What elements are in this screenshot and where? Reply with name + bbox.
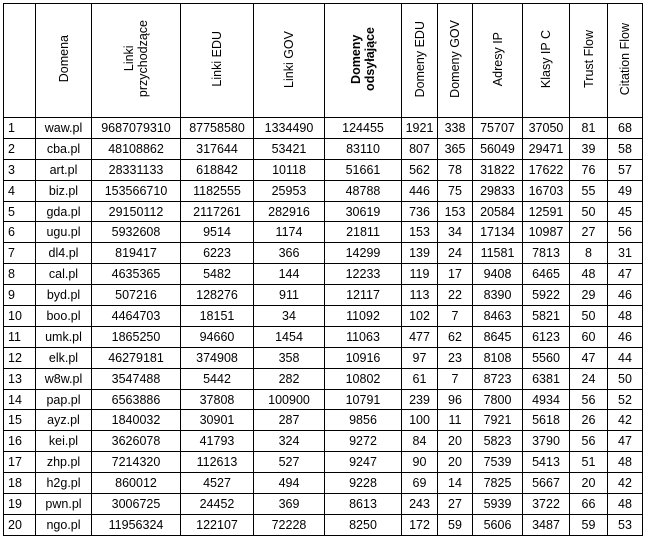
header-cell-trust-flow: Trust Flow	[570, 4, 608, 118]
cell-adresy-ip: 5939	[473, 494, 523, 515]
cell-domeny-gov: 7	[438, 306, 473, 327]
cell-domeny-gov: 11	[438, 410, 473, 431]
cell-citation-flow: 48	[608, 452, 643, 473]
cell-linki-przychodzace: 4464703	[92, 306, 181, 327]
cell-domeny-odsylajace: 11063	[325, 326, 402, 347]
cell-trust-flow: 50	[570, 201, 608, 222]
cell-klasy-ip-c: 5413	[523, 452, 570, 473]
table-row	[4, 389, 643, 410]
cell-domeny-edu: 100	[402, 410, 438, 431]
cell-domeny-odsylajace: 10802	[325, 368, 402, 389]
cell-index: 17	[4, 452, 36, 473]
cell-linki-gov: 1454	[254, 326, 325, 347]
cell-klasy-ip-c: 10987	[523, 222, 570, 243]
cell-domeny-odsylajace: 9247	[325, 452, 402, 473]
cell-domeny-edu: 477	[402, 326, 438, 347]
table-row	[4, 431, 643, 452]
cell-klasy-ip-c: 5560	[523, 347, 570, 368]
cell-domeny-edu: 139	[402, 243, 438, 264]
table-row	[4, 410, 643, 431]
cell-domena: gda.pl	[36, 201, 92, 222]
cell-domena: art.pl	[36, 159, 92, 180]
cell-adresy-ip: 8108	[473, 347, 523, 368]
cell-index: 1	[4, 118, 36, 139]
cell-index: 7	[4, 243, 36, 264]
cell-linki-przychodzace: 3626078	[92, 431, 181, 452]
cell-domena: boo.pl	[36, 306, 92, 327]
cell-adresy-ip: 7800	[473, 389, 523, 410]
cell-trust-flow: 20	[570, 473, 608, 494]
cell-linki-edu: 122107	[181, 514, 254, 535]
cell-trust-flow: 26	[570, 410, 608, 431]
cell-linki-edu: 87758580	[181, 118, 254, 139]
header-cell-citation-flow: Citation Flow	[608, 4, 643, 118]
cell-linki-edu: 618842	[181, 159, 254, 180]
table-row	[4, 201, 643, 222]
cell-domena: cba.pl	[36, 138, 92, 159]
cell-domeny-odsylajace: 124455	[325, 118, 402, 139]
cell-domena: elk.pl	[36, 347, 92, 368]
cell-linki-edu: 4527	[181, 473, 254, 494]
cell-linki-gov: 10118	[254, 159, 325, 180]
cell-citation-flow: 68	[608, 118, 643, 139]
cell-linki-edu: 94660	[181, 326, 254, 347]
cell-klasy-ip-c: 29471	[523, 138, 570, 159]
cell-domeny-edu: 61	[402, 368, 438, 389]
cell-citation-flow: 42	[608, 410, 643, 431]
cell-linki-edu: 128276	[181, 285, 254, 306]
cell-index: 2	[4, 138, 36, 159]
cell-domeny-edu: 446	[402, 180, 438, 201]
table-row	[4, 473, 643, 494]
cell-klasy-ip-c: 3722	[523, 494, 570, 515]
cell-linki-edu: 6223	[181, 243, 254, 264]
cell-domena: cal.pl	[36, 264, 92, 285]
cell-domeny-edu: 239	[402, 389, 438, 410]
cell-linki-przychodzace: 6563886	[92, 389, 181, 410]
cell-trust-flow: 56	[570, 431, 608, 452]
cell-trust-flow: 60	[570, 326, 608, 347]
cell-domeny-gov: 7	[438, 368, 473, 389]
cell-adresy-ip: 11581	[473, 243, 523, 264]
cell-citation-flow: 46	[608, 326, 643, 347]
cell-domeny-odsylajace: 14299	[325, 243, 402, 264]
cell-index: 13	[4, 368, 36, 389]
cell-adresy-ip: 29833	[473, 180, 523, 201]
cell-citation-flow: 50	[608, 368, 643, 389]
header-cell-index	[4, 4, 36, 118]
header-cell-domena: Domena	[36, 4, 92, 118]
cell-linki-gov: 369	[254, 494, 325, 515]
table-row	[4, 264, 643, 285]
cell-domeny-edu: 736	[402, 201, 438, 222]
cell-trust-flow: 8	[570, 243, 608, 264]
table-row	[4, 306, 643, 327]
cell-domeny-gov: 338	[438, 118, 473, 139]
cell-domeny-edu: 97	[402, 347, 438, 368]
cell-adresy-ip: 8723	[473, 368, 523, 389]
cell-linki-edu: 24452	[181, 494, 254, 515]
cell-linki-gov: 100900	[254, 389, 325, 410]
cell-citation-flow: 53	[608, 514, 643, 535]
header-cell-linki-przychodzace: Linki przychodzące	[92, 4, 181, 118]
cell-linki-przychodzace: 153566710	[92, 180, 181, 201]
table-body	[4, 118, 643, 536]
cell-klasy-ip-c: 6465	[523, 264, 570, 285]
cell-index: 10	[4, 306, 36, 327]
cell-klasy-ip-c: 12591	[523, 201, 570, 222]
cell-linki-przychodzace: 48108862	[92, 138, 181, 159]
cell-klasy-ip-c: 6381	[523, 368, 570, 389]
cell-linki-przychodzace: 507216	[92, 285, 181, 306]
cell-domeny-gov: 23	[438, 347, 473, 368]
cell-domeny-edu: 243	[402, 494, 438, 515]
table-row	[4, 326, 643, 347]
cell-linki-przychodzace: 3547488	[92, 368, 181, 389]
cell-trust-flow: 66	[570, 494, 608, 515]
cell-citation-flow: 44	[608, 347, 643, 368]
cell-citation-flow: 52	[608, 389, 643, 410]
table-row	[4, 138, 643, 159]
cell-domena: pwn.pl	[36, 494, 92, 515]
cell-index: 18	[4, 473, 36, 494]
cell-linki-gov: 34	[254, 306, 325, 327]
cell-linki-edu: 41793	[181, 431, 254, 452]
cell-citation-flow: 46	[608, 285, 643, 306]
cell-domena: kei.pl	[36, 431, 92, 452]
cell-domeny-gov: 153	[438, 201, 473, 222]
cell-linki-edu: 5442	[181, 368, 254, 389]
cell-index: 5	[4, 201, 36, 222]
cell-adresy-ip: 9408	[473, 264, 523, 285]
header-cell-domeny-odsylajace: Domeny odsyłające	[325, 4, 402, 118]
cell-domeny-odsylajace: 8613	[325, 494, 402, 515]
cell-adresy-ip: 8390	[473, 285, 523, 306]
cell-klasy-ip-c: 5667	[523, 473, 570, 494]
cell-linki-gov: 282916	[254, 201, 325, 222]
cell-domeny-odsylajace: 83110	[325, 138, 402, 159]
cell-adresy-ip: 7539	[473, 452, 523, 473]
table-row	[4, 180, 643, 201]
cell-linki-edu: 18151	[181, 306, 254, 327]
cell-index: 19	[4, 494, 36, 515]
cell-adresy-ip: 75707	[473, 118, 523, 139]
cell-domeny-edu: 562	[402, 159, 438, 180]
cell-domena: ngo.pl	[36, 514, 92, 535]
cell-index: 15	[4, 410, 36, 431]
cell-index: 9	[4, 285, 36, 306]
cell-domeny-gov: 365	[438, 138, 473, 159]
cell-domeny-odsylajace: 11092	[325, 306, 402, 327]
cell-domeny-gov: 62	[438, 326, 473, 347]
cell-domeny-odsylajace: 8250	[325, 514, 402, 535]
cell-domena: w8w.pl	[36, 368, 92, 389]
cell-domeny-odsylajace: 51661	[325, 159, 402, 180]
cell-linki-edu: 5482	[181, 264, 254, 285]
table-row	[4, 222, 643, 243]
table-row	[4, 159, 643, 180]
cell-klasy-ip-c: 4934	[523, 389, 570, 410]
cell-citation-flow: 47	[608, 264, 643, 285]
cell-citation-flow: 45	[608, 201, 643, 222]
cell-domena: byd.pl	[36, 285, 92, 306]
table-row	[4, 347, 643, 368]
cell-domeny-edu: 113	[402, 285, 438, 306]
cell-linki-gov: 72228	[254, 514, 325, 535]
cell-index: 14	[4, 389, 36, 410]
cell-linki-edu: 317644	[181, 138, 254, 159]
cell-citation-flow: 57	[608, 159, 643, 180]
cell-linki-przychodzace: 7214320	[92, 452, 181, 473]
cell-index: 12	[4, 347, 36, 368]
cell-linki-przychodzace: 9687079310	[92, 118, 181, 139]
cell-domeny-edu: 102	[402, 306, 438, 327]
cell-linki-edu: 374908	[181, 347, 254, 368]
cell-klasy-ip-c: 5618	[523, 410, 570, 431]
cell-index: 8	[4, 264, 36, 285]
cell-klasy-ip-c: 3487	[523, 514, 570, 535]
cell-citation-flow: 42	[608, 473, 643, 494]
cell-klasy-ip-c: 6123	[523, 326, 570, 347]
cell-citation-flow: 58	[608, 138, 643, 159]
cell-adresy-ip: 56049	[473, 138, 523, 159]
cell-domeny-odsylajace: 30619	[325, 201, 402, 222]
cell-trust-flow: 51	[570, 452, 608, 473]
cell-linki-gov: 282	[254, 368, 325, 389]
cell-domeny-odsylajace: 9272	[325, 431, 402, 452]
cell-linki-gov: 287	[254, 410, 325, 431]
cell-linki-przychodzace: 1865250	[92, 326, 181, 347]
cell-domena: h2g.pl	[36, 473, 92, 494]
cell-domena: biz.pl	[36, 180, 92, 201]
cell-linki-edu: 37808	[181, 389, 254, 410]
cell-linki-gov: 324	[254, 431, 325, 452]
cell-adresy-ip: 17134	[473, 222, 523, 243]
cell-linki-przychodzace: 29150112	[92, 201, 181, 222]
cell-domeny-edu: 1921	[402, 118, 438, 139]
cell-domeny-gov: 27	[438, 494, 473, 515]
cell-domeny-edu: 90	[402, 452, 438, 473]
cell-domeny-odsylajace: 12117	[325, 285, 402, 306]
cell-linki-przychodzace: 860012	[92, 473, 181, 494]
cell-domeny-gov: 20	[438, 431, 473, 452]
cell-domeny-edu: 119	[402, 264, 438, 285]
cell-klasy-ip-c: 5821	[523, 306, 570, 327]
header-cell-domeny-edu: Domeny EDU	[402, 4, 438, 118]
cell-domeny-odsylajace: 21811	[325, 222, 402, 243]
header-cell-linki-edu: Linki EDU	[181, 4, 254, 118]
cell-trust-flow: 56	[570, 389, 608, 410]
cell-domeny-gov: 34	[438, 222, 473, 243]
cell-domeny-odsylajace: 10916	[325, 347, 402, 368]
cell-domeny-edu: 172	[402, 514, 438, 535]
cell-linki-gov: 366	[254, 243, 325, 264]
cell-linki-gov: 25953	[254, 180, 325, 201]
table-row	[4, 514, 643, 535]
cell-domena: umk.pl	[36, 326, 92, 347]
cell-trust-flow: 24	[570, 368, 608, 389]
cell-linki-gov: 911	[254, 285, 325, 306]
cell-citation-flow: 49	[608, 180, 643, 201]
domain-ranking-table	[3, 3, 643, 536]
cell-trust-flow: 48	[570, 264, 608, 285]
cell-domeny-edu: 84	[402, 431, 438, 452]
cell-domena: zhp.pl	[36, 452, 92, 473]
cell-domeny-gov: 78	[438, 159, 473, 180]
cell-index: 3	[4, 159, 36, 180]
cell-adresy-ip: 7825	[473, 473, 523, 494]
cell-adresy-ip: 20584	[473, 201, 523, 222]
header-cell-linki-gov: Linki GOV	[254, 4, 325, 118]
cell-trust-flow: 29	[570, 285, 608, 306]
cell-klasy-ip-c: 3790	[523, 431, 570, 452]
cell-domeny-gov: 75	[438, 180, 473, 201]
cell-linki-gov: 1174	[254, 222, 325, 243]
cell-domeny-gov: 24	[438, 243, 473, 264]
cell-linki-edu: 2117261	[181, 201, 254, 222]
cell-trust-flow: 76	[570, 159, 608, 180]
cell-trust-flow: 39	[570, 138, 608, 159]
table-row	[4, 285, 643, 306]
cell-trust-flow: 47	[570, 347, 608, 368]
header-cell-adresy-ip: Adresy IP	[473, 4, 523, 118]
table-header	[4, 4, 643, 118]
cell-adresy-ip: 5606	[473, 514, 523, 535]
cell-linki-gov: 494	[254, 473, 325, 494]
cell-citation-flow: 48	[608, 494, 643, 515]
cell-citation-flow: 47	[608, 431, 643, 452]
table-row	[4, 368, 643, 389]
cell-domena: waw.pl	[36, 118, 92, 139]
cell-index: 4	[4, 180, 36, 201]
cell-domeny-gov: 96	[438, 389, 473, 410]
cell-linki-gov: 53421	[254, 138, 325, 159]
cell-linki-przychodzace: 5932608	[92, 222, 181, 243]
cell-klasy-ip-c: 7813	[523, 243, 570, 264]
header-cell-klasy-ip-c: Klasy IP C	[523, 4, 570, 118]
cell-domena: pap.pl	[36, 389, 92, 410]
cell-klasy-ip-c: 5922	[523, 285, 570, 306]
table-row	[4, 118, 643, 139]
cell-linki-edu: 30901	[181, 410, 254, 431]
cell-domeny-gov: 17	[438, 264, 473, 285]
cell-trust-flow: 59	[570, 514, 608, 535]
cell-index: 11	[4, 326, 36, 347]
cell-index: 20	[4, 514, 36, 535]
cell-linki-gov: 358	[254, 347, 325, 368]
header-row	[4, 4, 643, 118]
cell-index: 16	[4, 431, 36, 452]
cell-citation-flow: 31	[608, 243, 643, 264]
cell-linki-przychodzace: 819417	[92, 243, 181, 264]
cell-domeny-odsylajace: 10791	[325, 389, 402, 410]
cell-domena: ugu.pl	[36, 222, 92, 243]
cell-linki-gov: 144	[254, 264, 325, 285]
cell-linki-gov: 1334490	[254, 118, 325, 139]
cell-domeny-edu: 69	[402, 473, 438, 494]
cell-trust-flow: 55	[570, 180, 608, 201]
cell-linki-edu: 112613	[181, 452, 254, 473]
cell-citation-flow: 56	[608, 222, 643, 243]
cell-trust-flow: 50	[570, 306, 608, 327]
cell-domeny-gov: 22	[438, 285, 473, 306]
cell-adresy-ip: 31822	[473, 159, 523, 180]
cell-linki-przychodzace: 3006725	[92, 494, 181, 515]
header-cell-domeny-gov: Domeny GOV	[438, 4, 473, 118]
cell-domeny-edu: 807	[402, 138, 438, 159]
cell-klasy-ip-c: 16703	[523, 180, 570, 201]
cell-linki-przychodzace: 1840032	[92, 410, 181, 431]
cell-domeny-gov: 20	[438, 452, 473, 473]
cell-linki-przychodzace: 46279181	[92, 347, 181, 368]
cell-linki-przychodzace: 11956324	[92, 514, 181, 535]
cell-domeny-edu: 153	[402, 222, 438, 243]
cell-linki-edu: 9514	[181, 222, 254, 243]
cell-domeny-odsylajace: 48788	[325, 180, 402, 201]
cell-trust-flow: 81	[570, 118, 608, 139]
cell-index: 6	[4, 222, 36, 243]
table-row	[4, 494, 643, 515]
cell-trust-flow: 27	[570, 222, 608, 243]
table-row	[4, 243, 643, 264]
table-row	[4, 452, 643, 473]
cell-domena: ayz.pl	[36, 410, 92, 431]
cell-linki-edu: 1182555	[181, 180, 254, 201]
cell-domeny-odsylajace: 9228	[325, 473, 402, 494]
cell-adresy-ip: 8645	[473, 326, 523, 347]
cell-linki-przychodzace: 28331133	[92, 159, 181, 180]
cell-domeny-gov: 59	[438, 514, 473, 535]
cell-domena: dl4.pl	[36, 243, 92, 264]
cell-linki-przychodzace: 4635365	[92, 264, 181, 285]
cell-adresy-ip: 5823	[473, 431, 523, 452]
cell-linki-gov: 527	[254, 452, 325, 473]
cell-adresy-ip: 7921	[473, 410, 523, 431]
cell-klasy-ip-c: 37050	[523, 118, 570, 139]
cell-citation-flow: 48	[608, 306, 643, 327]
cell-adresy-ip: 8463	[473, 306, 523, 327]
cell-klasy-ip-c: 17622	[523, 159, 570, 180]
cell-domeny-odsylajace: 9856	[325, 410, 402, 431]
cell-domeny-odsylajace: 12233	[325, 264, 402, 285]
cell-domeny-gov: 14	[438, 473, 473, 494]
